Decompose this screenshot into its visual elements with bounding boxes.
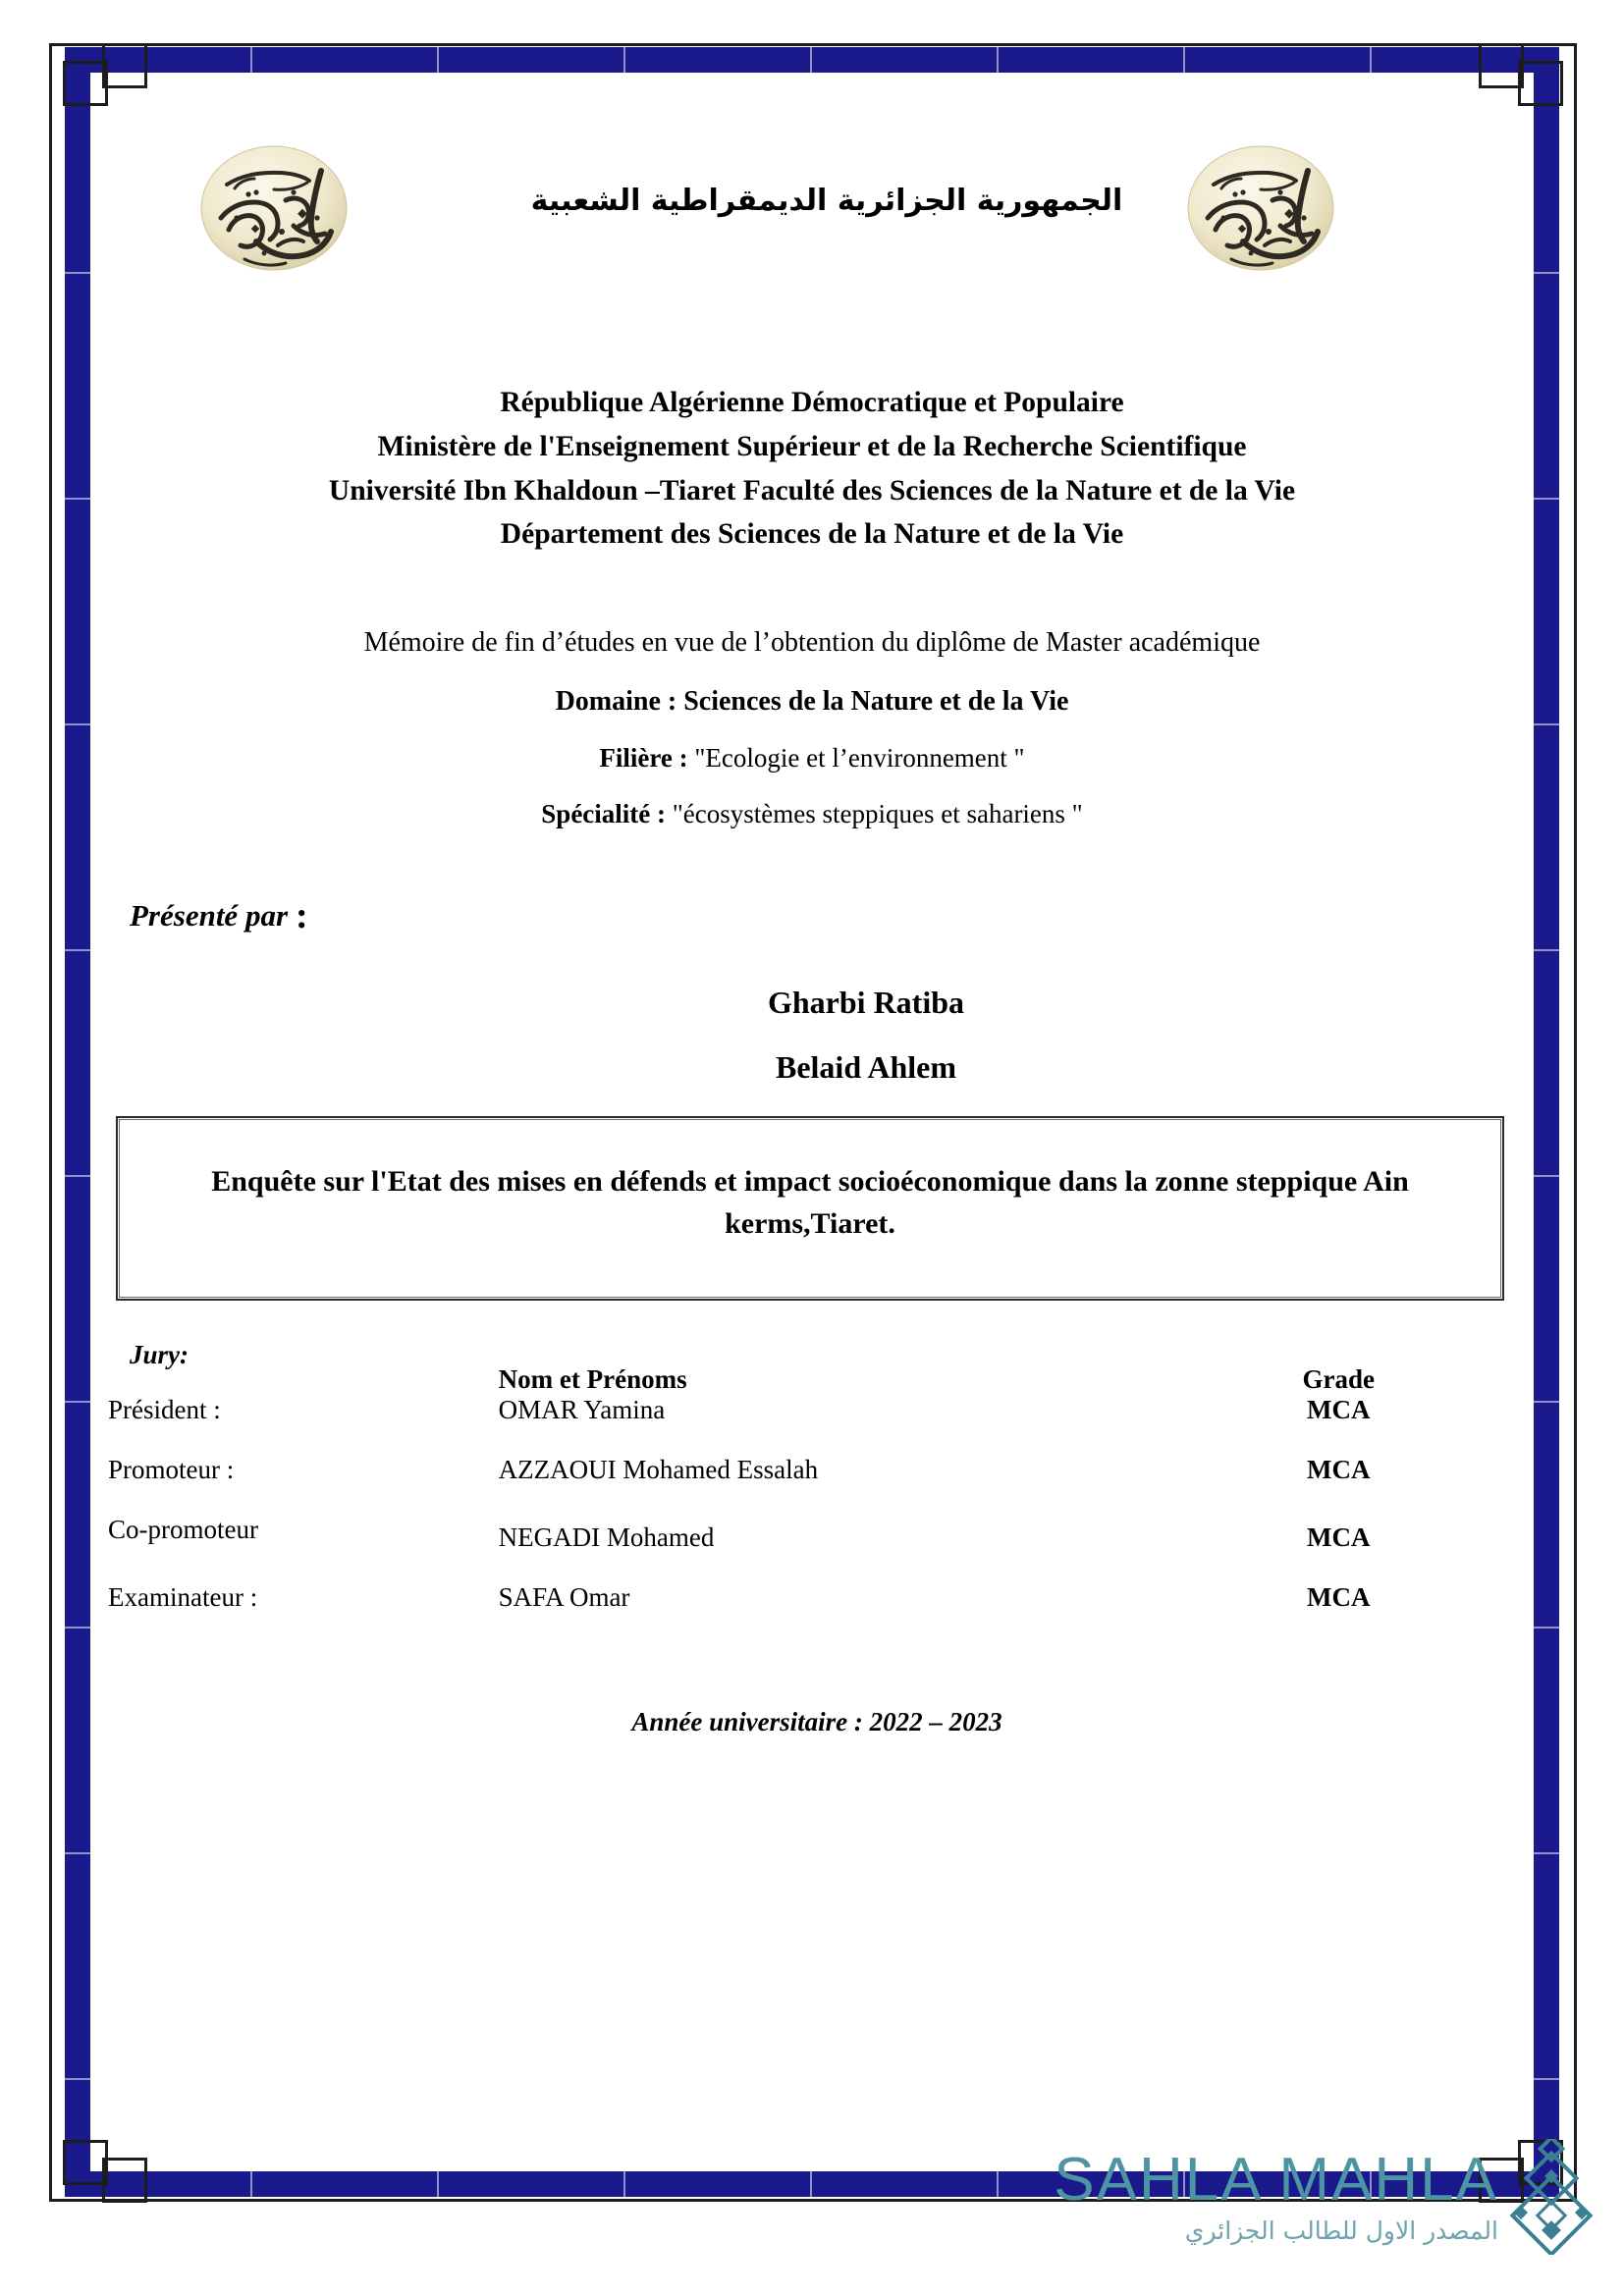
watermark-brand: SAHLA MAHLA [1054, 2145, 1498, 2214]
filiere-label: Filière : [599, 743, 688, 774]
corner-ornament-bottom-right-a [1518, 2140, 1563, 2185]
institution-line-3: Université Ibn Khaldoun –Tiaret Faculté des Sciences de la Nature et de la Vie [328, 474, 1296, 507]
thesis-title: Enquête sur l'Etat des mises en défends et impact socioéconomique dans la zonne steppique Ain kerms,Tiaret. [211, 1165, 1409, 1240]
border-hairline-bottom [49, 2199, 1577, 2202]
presented-by-label: Présenté par [130, 898, 289, 934]
jury-grade: MCA [1306, 1582, 1371, 1613]
jury-grade: MCA [1306, 1455, 1371, 1485]
corner-ornament-top-right-b [1479, 43, 1524, 88]
university-seal-left-icon [191, 124, 356, 289]
border-band-top [65, 47, 1559, 73]
jury-row-spacer [108, 1425, 1516, 1455]
jury-header-row [108, 1364, 1516, 1395]
presented-by-block [130, 894, 1516, 937]
jury-name: NEGADI Mohamed [498, 1522, 715, 1553]
jury-header-grade: Grade [1302, 1364, 1375, 1395]
page-content [108, 94, 1516, 1737]
header-row [108, 124, 1516, 320]
jury-name: SAFA Omar [498, 1582, 630, 1613]
border-band-bottom [65, 2171, 1559, 2197]
domaine-line: Domaine : Sciences de la Nature et de la Vie [555, 686, 1069, 718]
jury-role: Promoteur : [108, 1455, 235, 1485]
watermark-text [1054, 2145, 1498, 2245]
border-band-left [65, 47, 90, 2197]
border-band-right [1534, 47, 1559, 2197]
jury-row [108, 1395, 1516, 1425]
jury-row-spacer [108, 1553, 1516, 1582]
jury-name: OMAR Yamina [498, 1395, 666, 1425]
author-name: Gharbi Ratiba [767, 985, 965, 1021]
specialite-value: "écosystèmes steppiques et sahariens " [672, 799, 1083, 829]
thesis-title-box [116, 1116, 1504, 1301]
memoire-line: Mémoire de fin d’études en vue de l’obtention du diplôme de Master académique [363, 627, 1261, 659]
jury-row [108, 1455, 1516, 1485]
specialite-line [108, 799, 1516, 829]
jury-name: AZZAOUI Mohamed Essalah [498, 1455, 819, 1485]
corner-ornament-top-left-b [102, 43, 147, 88]
jury-row [108, 1582, 1516, 1613]
jury-grade: MCA [1306, 1522, 1371, 1553]
jury-table [108, 1364, 1516, 1613]
authors-list [108, 985, 1516, 1086]
jury-role: Président : [108, 1395, 221, 1425]
border-hairline-top [49, 43, 1577, 46]
filiere-line [108, 743, 1516, 774]
jury-header-name: Nom et Prénoms [498, 1364, 687, 1395]
institution-header [108, 381, 1516, 557]
arabic-republic-header: الجمهورية الجزائرية الديمقراطية الشعبية [530, 184, 1123, 218]
border-hairline-right [1574, 43, 1577, 2202]
corner-ornament-top-right-a [1518, 61, 1563, 106]
presented-by-colon: : [296, 895, 308, 937]
jury-row [108, 1515, 1516, 1553]
corner-ornament-bottom-left-b [102, 2158, 147, 2203]
institution-line-1: République Algérienne Démocratique et Populaire [500, 387, 1124, 418]
corner-ornament-bottom-right-b [1479, 2158, 1524, 2203]
academic-year: Année universitaire : 2022 – 2023 [631, 1707, 1002, 1737]
filiere-value: "Ecologie et l’environnement " [694, 743, 1025, 774]
jury-label: Jury: [130, 1340, 189, 1370]
jury-role: Examinateur : [108, 1582, 258, 1613]
institution-line-2: Ministère de l'Enseignement Supérieur et de la Recherche Scientifique [377, 430, 1247, 462]
jury-row-spacer [108, 1485, 1516, 1515]
institution-line-4: Département des Sciences de la Nature et de la Vie [500, 518, 1124, 551]
author-name: Belaid Ahlem [775, 1049, 956, 1086]
border-hairline-left [49, 43, 52, 2202]
jury-grade: MCA [1306, 1395, 1371, 1425]
jury-role: Co-promoteur [108, 1515, 258, 1545]
specialite-label: Spécialité : [541, 799, 667, 829]
watermark-tagline: المصدر الاول للطالب الجزائري [1184, 2216, 1498, 2245]
